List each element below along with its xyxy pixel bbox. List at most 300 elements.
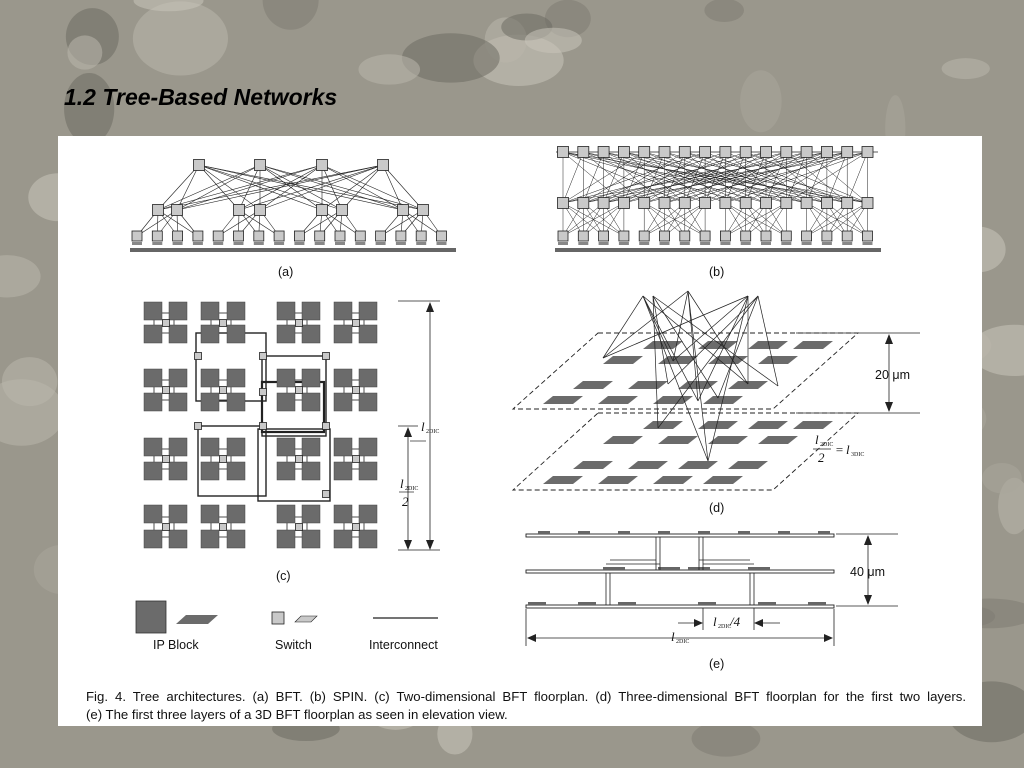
ip-leaf: [294, 242, 304, 245]
switch-node: [163, 387, 170, 394]
ip-block: [277, 393, 295, 411]
ip-block: [169, 505, 187, 523]
e-pad: [698, 531, 710, 534]
bft-elevation-view: [526, 531, 898, 646]
e-pad: [538, 531, 550, 534]
switch-node: [639, 198, 650, 209]
ip-block: [144, 369, 162, 387]
ip-leaf: [741, 242, 751, 245]
switch-node: [220, 387, 227, 394]
arrow-right: [694, 619, 703, 627]
arrow-right: [824, 634, 833, 642]
switch-node: [193, 231, 203, 241]
switch-node: [618, 198, 629, 209]
switch-node: [660, 231, 670, 241]
label-b: (b): [709, 265, 725, 279]
ip-leaf: [152, 242, 162, 245]
switch-node: [862, 198, 873, 209]
ip-block: [334, 530, 352, 548]
switch-node: [255, 205, 266, 216]
legend: [136, 601, 438, 633]
switch-node: [700, 231, 710, 241]
ip-block: [359, 393, 377, 411]
bg-blob: [525, 28, 582, 53]
ip-block: [653, 396, 693, 404]
ip-block: [598, 476, 638, 484]
ip-leaf: [173, 242, 183, 245]
switch-node: [558, 231, 568, 241]
ip-block: [643, 421, 683, 429]
ip-block: [543, 476, 583, 484]
ip-block: [144, 530, 162, 548]
e-quarter-divisor: /4: [730, 614, 741, 629]
ip-block: [748, 421, 788, 429]
ip-block: [359, 302, 377, 320]
ip-block: [573, 461, 613, 469]
e-quarter-subscript: 2DIC: [718, 624, 732, 630]
interconnect-line: [199, 165, 342, 210]
e-pad: [748, 567, 770, 570]
switch-node: [822, 231, 832, 241]
e-layer: [526, 605, 834, 608]
ip-block: [302, 438, 320, 456]
ip-block: [793, 341, 833, 349]
switch-node: [260, 423, 267, 430]
slide-title: 1.2 Tree-Based Networks: [64, 84, 338, 110]
ip-block: [169, 438, 187, 456]
e-quarter-symbol: l: [713, 614, 717, 629]
c-half-symbol: l: [400, 476, 404, 491]
interconnect-line: [583, 152, 847, 203]
ip-block: [277, 438, 295, 456]
switch-node: [842, 198, 853, 209]
ip-block: [334, 325, 352, 343]
label-c: (c): [276, 569, 291, 583]
c-half-denominator: 2: [402, 494, 409, 509]
switch-node: [296, 524, 303, 531]
switch-node: [659, 147, 670, 158]
switch-node: [153, 205, 164, 216]
switch-node: [335, 231, 345, 241]
ip-leaf: [376, 242, 386, 245]
switch-node: [821, 198, 832, 209]
switch-node: [220, 456, 227, 463]
interconnect-line: [563, 152, 583, 203]
switch-node: [801, 147, 812, 158]
switch-node: [659, 198, 670, 209]
ip-block: [334, 462, 352, 480]
switch-node: [195, 423, 202, 430]
switch-node: [863, 231, 873, 241]
interconnect-line: [668, 296, 758, 384]
caption-line-2: (e) The first three layers of a 3D BFT floorplan as seen in elevation view.: [86, 707, 508, 722]
switch-node: [152, 231, 162, 241]
switch-node: [679, 198, 690, 209]
switch-node: [323, 353, 330, 360]
ip-leaf: [802, 242, 812, 245]
e-pad: [618, 531, 630, 534]
switch-node: [558, 198, 569, 209]
d-fraction-symbol: l: [815, 432, 819, 447]
switch-node: [437, 231, 447, 241]
switch-node: [220, 524, 227, 531]
ip-leaf: [213, 242, 223, 245]
ip-leaf: [437, 242, 447, 245]
switch-node: [781, 198, 792, 209]
ip-block: [653, 476, 693, 484]
ip-block: [359, 369, 377, 387]
switch-node: [234, 205, 245, 216]
switch-node: [353, 456, 360, 463]
switch-node: [720, 147, 731, 158]
ip-block: [603, 356, 643, 364]
ip-block: [302, 302, 320, 320]
arrow-left: [754, 619, 763, 627]
ip-block: [334, 393, 352, 411]
ip-leaf: [700, 242, 710, 245]
e-pad: [618, 602, 636, 605]
ip-block: [144, 302, 162, 320]
ip-block: [169, 393, 187, 411]
interconnect-line: [177, 165, 260, 210]
ip-block: [277, 369, 295, 387]
caption-line-1: Fig. 4. Tree architectures. (a) BFT. (b) SPIN. (c) Two-dimensional BFT floorplan. (d) Three-dimensional BFT floorplan for the first two layers.: [86, 689, 966, 704]
ip-block: [277, 302, 295, 320]
switch-node: [578, 147, 589, 158]
switch-node: [317, 160, 328, 171]
c-length-subscript: 2DIC: [426, 429, 440, 435]
switch-node: [378, 160, 389, 171]
ip-leaf: [254, 242, 264, 245]
ip-block: [169, 302, 187, 320]
ip-block: [227, 302, 245, 320]
switch-node: [163, 456, 170, 463]
ip-block: [144, 325, 162, 343]
e-pad: [698, 602, 716, 605]
e-pad: [578, 602, 596, 605]
ip-leaf: [355, 242, 365, 245]
d-fraction-denominator: 2: [818, 450, 825, 465]
switch-node: [558, 147, 569, 158]
switch-node: [317, 205, 328, 216]
ip-block: [169, 369, 187, 387]
legend-ip-block-parallelogram: [176, 615, 218, 624]
interconnect-line: [603, 296, 643, 358]
switch-node: [598, 147, 609, 158]
switch-node: [720, 198, 731, 209]
legend-switch-label: Switch: [275, 638, 312, 652]
switch-node: [740, 198, 751, 209]
switch-node: [195, 353, 202, 360]
bft-3d-floorplan: [513, 291, 920, 490]
bg-blob: [2, 357, 57, 406]
c-length-symbol: l: [421, 419, 425, 434]
ip-block: [334, 505, 352, 523]
ip-block: [793, 421, 833, 429]
a-ip-row: [130, 248, 456, 252]
ip-block: [573, 381, 613, 389]
d-height-label: 20 μm: [875, 368, 910, 382]
label-e: (e): [709, 657, 725, 671]
ip-block: [598, 396, 638, 404]
arrow-up: [864, 535, 872, 545]
ip-block: [144, 505, 162, 523]
switch-node: [296, 387, 303, 394]
ip-block: [277, 325, 295, 343]
e-pad: [603, 567, 625, 570]
figure-caption: [86, 688, 966, 724]
interconnect-line: [673, 296, 748, 361]
arrow-down: [426, 540, 434, 550]
c-half-subscript: 2DIC: [405, 486, 419, 492]
switch-node: [416, 231, 426, 241]
interconnect-line: [643, 296, 673, 361]
switch-node: [294, 231, 304, 241]
bg-blob: [133, 1, 228, 75]
switch-node: [260, 353, 267, 360]
switch-node: [353, 387, 360, 394]
e-pad: [738, 531, 750, 534]
switch-node: [700, 147, 711, 158]
ip-leaf: [720, 242, 730, 245]
e-length-symbol: l: [671, 629, 675, 644]
ip-leaf: [599, 242, 609, 245]
switch-node: [741, 231, 751, 241]
ip-block: [728, 461, 768, 469]
arrow-left: [527, 634, 536, 642]
switch-node: [220, 320, 227, 327]
ip-block: [302, 369, 320, 387]
ip-block: [334, 438, 352, 456]
switch-node: [296, 456, 303, 463]
arrow-down: [885, 402, 893, 412]
switch-node: [740, 147, 751, 158]
ip-block: [169, 462, 187, 480]
ip-block: [144, 393, 162, 411]
switch-node: [163, 524, 170, 531]
arrow-down: [404, 540, 412, 550]
switch-node: [680, 231, 690, 241]
ip-block: [201, 505, 219, 523]
switch-node: [639, 147, 650, 158]
interconnect-line: [673, 291, 688, 361]
ip-block: [201, 462, 219, 480]
ip-block: [227, 438, 245, 456]
ip-block: [277, 530, 295, 548]
switch-node: [213, 231, 223, 241]
switch-node: [323, 423, 330, 430]
ip-block: [144, 438, 162, 456]
e-pad: [778, 531, 790, 534]
label-d: (d): [709, 501, 725, 515]
ip-block: [277, 505, 295, 523]
switch-node: [802, 231, 812, 241]
ip-leaf: [619, 242, 629, 245]
bg-blob: [67, 35, 102, 69]
ip-block: [201, 325, 219, 343]
switch-node: [260, 389, 267, 396]
spin-diagram: [555, 147, 881, 253]
ip-block: [703, 476, 743, 484]
switch-node: [323, 491, 330, 498]
switch-node: [376, 231, 386, 241]
switch-node: [598, 198, 609, 209]
ip-leaf: [558, 242, 568, 245]
ip-block: [628, 381, 668, 389]
bft-2d-floorplan: [144, 301, 440, 550]
legend-ip-block-square: [136, 601, 166, 633]
switch-node: [353, 320, 360, 327]
switch-node: [254, 231, 264, 241]
ip-leaf: [274, 242, 284, 245]
switch-node: [353, 524, 360, 531]
e-pad: [528, 602, 546, 605]
switch-node: [761, 147, 772, 158]
ip-block: [359, 438, 377, 456]
interconnect-line: [158, 165, 322, 210]
ip-block: [603, 436, 643, 444]
ip-leaf: [416, 242, 426, 245]
b-ip-row: [555, 248, 881, 252]
switch-node: [396, 231, 406, 241]
switch-node: [132, 231, 142, 241]
switch-node: [618, 147, 629, 158]
e-pad: [758, 602, 776, 605]
e-layer: [526, 534, 834, 537]
ip-leaf: [578, 242, 588, 245]
ip-leaf: [639, 242, 649, 245]
switch-node: [781, 231, 791, 241]
ip-block: [658, 436, 698, 444]
ip-leaf: [234, 242, 244, 245]
legend-ip-block-label: IP Block: [153, 638, 199, 652]
switch-node: [842, 147, 853, 158]
e-height-label: 40 μm: [850, 565, 885, 579]
ip-block: [201, 438, 219, 456]
switch-node: [255, 160, 266, 171]
switch-node: [821, 147, 832, 158]
switch-node: [173, 231, 183, 241]
switch-node: [801, 198, 812, 209]
ip-leaf: [761, 242, 771, 245]
ip-leaf: [315, 242, 325, 245]
ip-block: [302, 505, 320, 523]
switch-node: [337, 205, 348, 216]
switch-node: [194, 160, 205, 171]
arrow-up: [404, 427, 412, 437]
bg-blob: [740, 70, 782, 132]
switch-node: [272, 612, 284, 624]
c-route: [198, 426, 266, 496]
interconnect-line: [847, 152, 867, 203]
interconnect-line: [260, 165, 423, 210]
switch-node: [418, 205, 429, 216]
interconnect-line: [383, 165, 403, 210]
ip-leaf: [335, 242, 345, 245]
ip-block: [302, 393, 320, 411]
interconnect-line: [239, 165, 260, 210]
ip-leaf: [132, 242, 142, 245]
label-a: (a): [278, 265, 294, 279]
ip-block: [227, 393, 245, 411]
ip-block: [144, 462, 162, 480]
switch-node: [172, 205, 183, 216]
d-3dic-symbol: l: [846, 442, 850, 457]
ip-block: [334, 302, 352, 320]
e-pad: [808, 602, 826, 605]
e-pad: [818, 531, 830, 534]
ip-leaf: [781, 242, 791, 245]
ip-block: [678, 381, 718, 389]
d-equals: =: [835, 442, 844, 457]
figure-panel: [58, 136, 982, 726]
ip-block: [201, 369, 219, 387]
ip-block: [302, 462, 320, 480]
bg-blob: [982, 463, 1022, 493]
switch-node: [761, 198, 772, 209]
e-length-subscript: 2DIC: [676, 639, 690, 645]
bg-blob: [359, 54, 421, 84]
switch-node: [296, 320, 303, 327]
d-fraction-subscript: 2DIC: [820, 442, 834, 448]
ip-leaf: [822, 242, 832, 245]
ip-leaf: [842, 242, 852, 245]
switch-node: [163, 320, 170, 327]
switch-node: [781, 147, 792, 158]
ip-leaf: [863, 242, 873, 245]
legend-interconnect-label: Interconnect: [369, 638, 438, 652]
ip-block: [227, 462, 245, 480]
ip-block: [201, 530, 219, 548]
switch-node: [599, 231, 609, 241]
ip-block: [678, 461, 718, 469]
ip-block: [758, 356, 798, 364]
ip-leaf: [396, 242, 406, 245]
ip-block: [359, 530, 377, 548]
ip-block: [169, 530, 187, 548]
ip-block: [543, 396, 583, 404]
arrow-down: [864, 595, 872, 605]
ip-block: [359, 505, 377, 523]
ip-block: [334, 369, 352, 387]
arrow-up: [426, 302, 434, 312]
switch-node: [679, 147, 690, 158]
switch-node: [619, 231, 629, 241]
ip-block: [302, 325, 320, 343]
switch-node: [720, 231, 730, 241]
interconnect-line: [653, 296, 658, 428]
e-pad: [658, 531, 670, 534]
switch-node: [398, 205, 409, 216]
switch-node: [761, 231, 771, 241]
ip-block: [227, 530, 245, 548]
e-pad: [578, 531, 590, 534]
switch-node: [315, 231, 325, 241]
ip-leaf: [660, 242, 670, 245]
arrow-up: [885, 334, 893, 344]
tree-architecture-figure: [58, 136, 982, 726]
switch-node: [578, 198, 589, 209]
ip-leaf: [680, 242, 690, 245]
switch-node: [355, 231, 365, 241]
ip-block: [698, 341, 738, 349]
switch-node: [639, 231, 649, 241]
ip-block: [758, 436, 798, 444]
ip-block: [628, 461, 668, 469]
d-3dic-subscript: 3DIC: [851, 452, 865, 458]
ip-leaf: [193, 242, 203, 245]
switch-node: [700, 198, 711, 209]
